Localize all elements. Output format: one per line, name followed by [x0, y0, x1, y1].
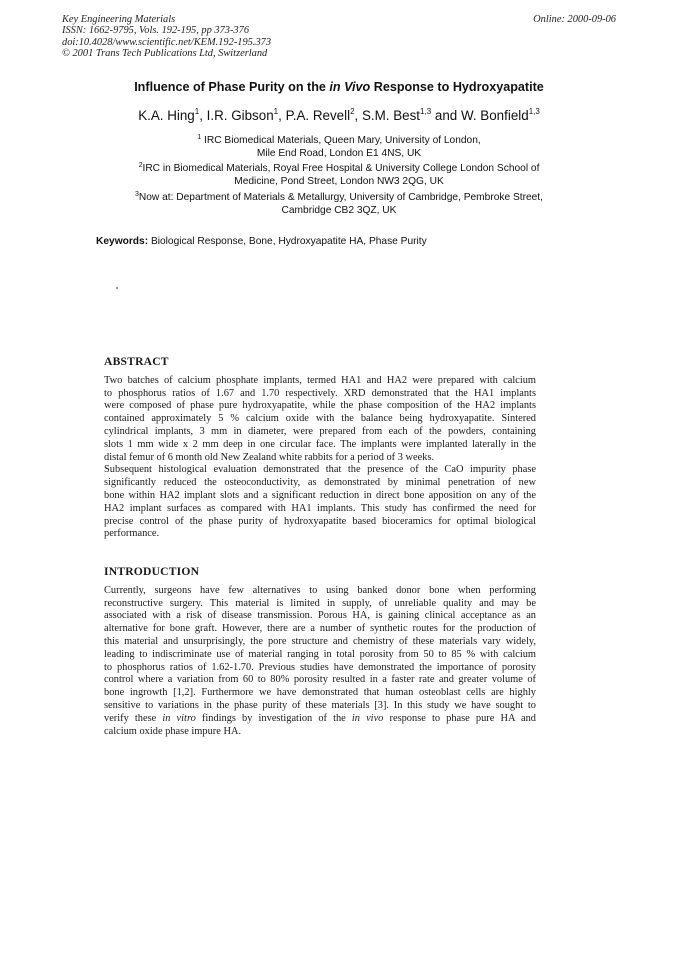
- title-part-2: Response to Hydroxyapatite: [370, 80, 544, 94]
- paragraph-line: bone ingrowth [1,2]. Furthermore we have demonstrated that human osteoblast cells are highly: [104, 687, 536, 699]
- scan-speck: [116, 287, 118, 289]
- paragraph-line: Two batches of calcium phosphate implants, termed HA1 and HA2 were prepared with calcium: [104, 374, 536, 386]
- affiliation-mark: 2: [138, 162, 143, 169]
- affiliation-line: Mile End Road, London E1 4NS, UK: [256, 147, 422, 159]
- author-affiliation-mark: 1: [273, 107, 279, 116]
- affiliation-line: Now at: Department of Materials & Metallurgy, University of Cambridge, Pembroke Street,: [138, 192, 543, 203]
- author-name: W. Bonfield: [460, 108, 529, 123]
- affiliation-line: IRC in Biomedical Materials, Royal Free Hospital & University College London School of: [142, 163, 540, 174]
- paragraph-line: slots 1 mm wide x 2 mm deep in one circular face. The implants were implanted laterally in the: [104, 438, 536, 450]
- italic-term: in vivo: [351, 712, 384, 724]
- paragraph-line: alternative for bone graft. However, there are a number of synthetic routes for the production of: [104, 623, 536, 635]
- author-affiliation-mark: 2: [350, 107, 355, 116]
- journal-copyright: © 2001 Trans Tech Publications Ltd, Switzerland: [62, 48, 268, 60]
- author-separator: ,: [278, 108, 286, 123]
- affiliation-line: Cambridge CB2 3QZ, UK: [281, 204, 397, 216]
- journal-doi: doi:10.4028/www.scientific.net/KEM.192-195.373: [62, 36, 272, 48]
- author-separator: ,: [354, 108, 362, 123]
- paragraph-line: significantly reduced the osteoconductivity, as demonstrated by minimal penetration of new: [104, 477, 536, 489]
- italic-term: in vitro: [162, 712, 196, 724]
- paragraph-line: this material and unsurprisingly, the pore structure and chemistry of these materials vary widely,: [104, 635, 536, 647]
- paragraph-line: HA2 implant surfaces as compared with HA1 implants. This study has confirmed the need for: [104, 502, 536, 514]
- author-name: S.M. Best: [361, 108, 421, 123]
- paragraph-line: performance.: [104, 528, 160, 540]
- paragraph-line: Currently, surgeons have few alternatives to using banked donor bone when performing: [104, 584, 536, 596]
- paragraph-line: control where a variation from 60 to 80% porosity resulted in a faster rate and greater volume of: [104, 674, 536, 686]
- online-date: Online: 2000-09-06: [533, 14, 616, 25]
- paragraph-line: leading to indiscriminate use of material ranging in total porosity from 50 to 85 % with calcium: [104, 648, 536, 660]
- journal-name: Key Engineering Materials: [62, 14, 176, 25]
- author-affiliation-mark: 1,3: [528, 107, 540, 116]
- affiliation-1: [0, 135, 678, 160]
- paragraph-line: sensitive to variations in the phase purity of these materials [3]. In this study we have sought to: [104, 699, 536, 711]
- paragraph-line: contained approximately 5 % calcium oxide with the balance being hydroxyapatite. Sintered: [104, 413, 536, 425]
- author-name: P.A. Revell: [285, 108, 351, 123]
- author-separator: and: [431, 108, 461, 123]
- keywords: [96, 236, 427, 247]
- title-part-1: Influence of Phase Purity on the: [134, 80, 330, 94]
- affiliation-line: Medicine, Pond Street, London NW3 2QG, UK: [234, 175, 444, 187]
- text-run: verify these: [104, 712, 163, 724]
- journal-issn: ISSN: 1662-9795, Vols. 192-195, pp 373-376: [62, 25, 250, 37]
- introduction-body: [104, 585, 536, 713]
- text-run: findings by investigation of the: [195, 712, 352, 724]
- paragraph-line: Subsequent histological evaluation demonstrated that the presence of the CaO impurity phase: [104, 464, 536, 476]
- paragraph-line: reconstructive surgery. This material is limited in supply, of unreliable quality and may be: [104, 597, 536, 609]
- affiliation-mark: 3: [135, 191, 139, 198]
- author-affiliation-mark: 1: [194, 107, 200, 116]
- author-name: I.R. Gibson: [206, 108, 274, 123]
- affiliation-mark: 1: [197, 134, 202, 141]
- title-italic: in Vivo: [329, 80, 371, 94]
- paper-title: [0, 80, 678, 94]
- author-separator: ,: [199, 108, 207, 123]
- paragraph-line: to phosphorus ratios of 1.67 and 1.70 respectively. XRD demonstrated that the HA1 implants: [104, 387, 536, 399]
- affiliation-2: [0, 163, 678, 188]
- paragraph-line: were composed of phase pure hydroxyapatite, while the phase composition of the HA2 implants: [104, 400, 536, 412]
- paragraph-line: bone within HA2 implant slots and a significant reduction in direct bone apposition on any of the: [104, 489, 536, 501]
- author-affiliation-mark: 1,3: [420, 107, 432, 116]
- affiliation-line: IRC Biomedical Materials, Queen Mary, University of London,: [204, 135, 481, 146]
- abstract-heading: ABSTRACT: [104, 355, 169, 368]
- keywords-label: Keywords:: [96, 236, 149, 247]
- abstract-section: [104, 356, 536, 541]
- paragraph-line: to phosphorus ratios of 1.62-1.70. Previous studies have demonstrated the importance of porosity: [104, 661, 536, 673]
- keywords-list: Biological Response, Bone, Hydroxyapatite HA, Phase Purity: [150, 236, 427, 247]
- author-name: K.A. Hing: [138, 108, 195, 123]
- paragraph-line: calcium oxide phase impure HA.: [104, 725, 242, 737]
- affiliation-3: [0, 192, 678, 217]
- text-run: response to phase pure HA and: [383, 712, 536, 724]
- paragraph-line: distal femur of 6 month old New Zealand white rabbits for a period of 3 weeks.: [104, 451, 435, 463]
- introduction-heading: INTRODUCTION: [104, 565, 200, 578]
- paragraph-line: [104, 713, 536, 726]
- paragraph-line: precise control of the phase purity of hydroxyapatite based bioceramics for optimal biological: [104, 515, 536, 527]
- introduction-section: [104, 566, 536, 738]
- author-list: [0, 108, 678, 123]
- paragraph-line: associated with a risk of disease transmission. Porous HA, is gaining clinical acceptance as an: [104, 610, 536, 622]
- paragraph-line: cylindrical implants, 3 mm in diameter, were prepared from each of the powders, containing: [104, 425, 536, 437]
- abstract-body: [104, 375, 536, 541]
